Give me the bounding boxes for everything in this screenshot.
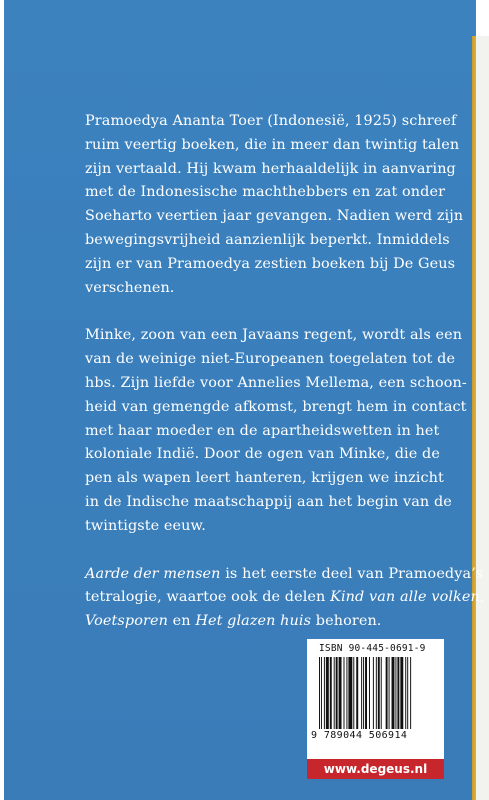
text-line: twintigste eeuw.: [85, 517, 206, 534]
blurb-text: [85, 110, 485, 634]
text-fragment: is het eerste deel van Pramoedya’s: [220, 565, 484, 582]
text-line: zijn er van Pramoedya zestien boeken bij De Geus: [85, 255, 456, 272]
text-line: heid van gemengde afkomst, brengt hem in contact: [85, 398, 467, 415]
text-line: verschenen.: [85, 279, 175, 296]
isbn-label: ISBN 90-445-0691-9: [319, 643, 426, 654]
synopsis-paragraph: [85, 324, 467, 538]
author-bio-paragraph: [85, 110, 464, 300]
text-line: koloniale Indië. Door de ogen van Minke, die de: [85, 446, 440, 463]
text-line: in de Indische maatschappij aan het begin van de: [85, 493, 452, 510]
page-edges: [476, 36, 489, 800]
text-line: [85, 586, 485, 610]
text-fragment: behoren.: [311, 613, 382, 630]
text-line: ruim veertig boeken, die in meer dan twintig talen: [85, 136, 460, 153]
text-fragment: en: [167, 613, 196, 630]
text-line: met de Indonesische machthebbers en zat onder: [85, 184, 446, 201]
book-title: Aarde der mensen: [85, 565, 221, 582]
text-line: bewegingsvrijheid aanzienlijk beperkt. Inmiddels: [85, 231, 450, 248]
barcode-bars: [319, 657, 437, 729]
book-title: Voetsporen: [85, 613, 168, 630]
text-line: Minke, zoon van een Javaans regent, wordt als een: [85, 327, 463, 344]
text-line: [85, 610, 435, 634]
text-line: pen als wapen leert hanteren, krijgen we inzicht: [85, 470, 444, 487]
barcode-digits: 9 789044 506914: [311, 730, 408, 741]
barcode-panel: [307, 639, 444, 759]
text-line: hbs. Zijn liefde voor Annelies Mellema, een schoon-: [85, 374, 467, 391]
text-line: Soeharto veertien jaar gevangen. Nadien werd zijn: [85, 208, 464, 225]
text-fragment: tetralogie, waartoe ook de delen: [85, 589, 331, 606]
publisher-url: www.degeus.nl: [307, 759, 444, 779]
book-title: Kind van alle volken,: [330, 589, 485, 606]
text-line: met haar moeder en de apartheidswetten in het: [85, 422, 440, 439]
text-line: van de weinige niet-Europeanen toegelaten tot de: [85, 351, 456, 368]
text-line: zijn vertaald. Hij kwam herhaaldelijk in aanvaring: [85, 160, 456, 177]
text-line: [85, 563, 484, 587]
text-line: Pramoedya Ananta Toer (Indonesië, 1925) schreef: [85, 113, 457, 129]
series-paragraph: [85, 563, 485, 634]
book-title: Het glazen huis: [195, 613, 312, 630]
